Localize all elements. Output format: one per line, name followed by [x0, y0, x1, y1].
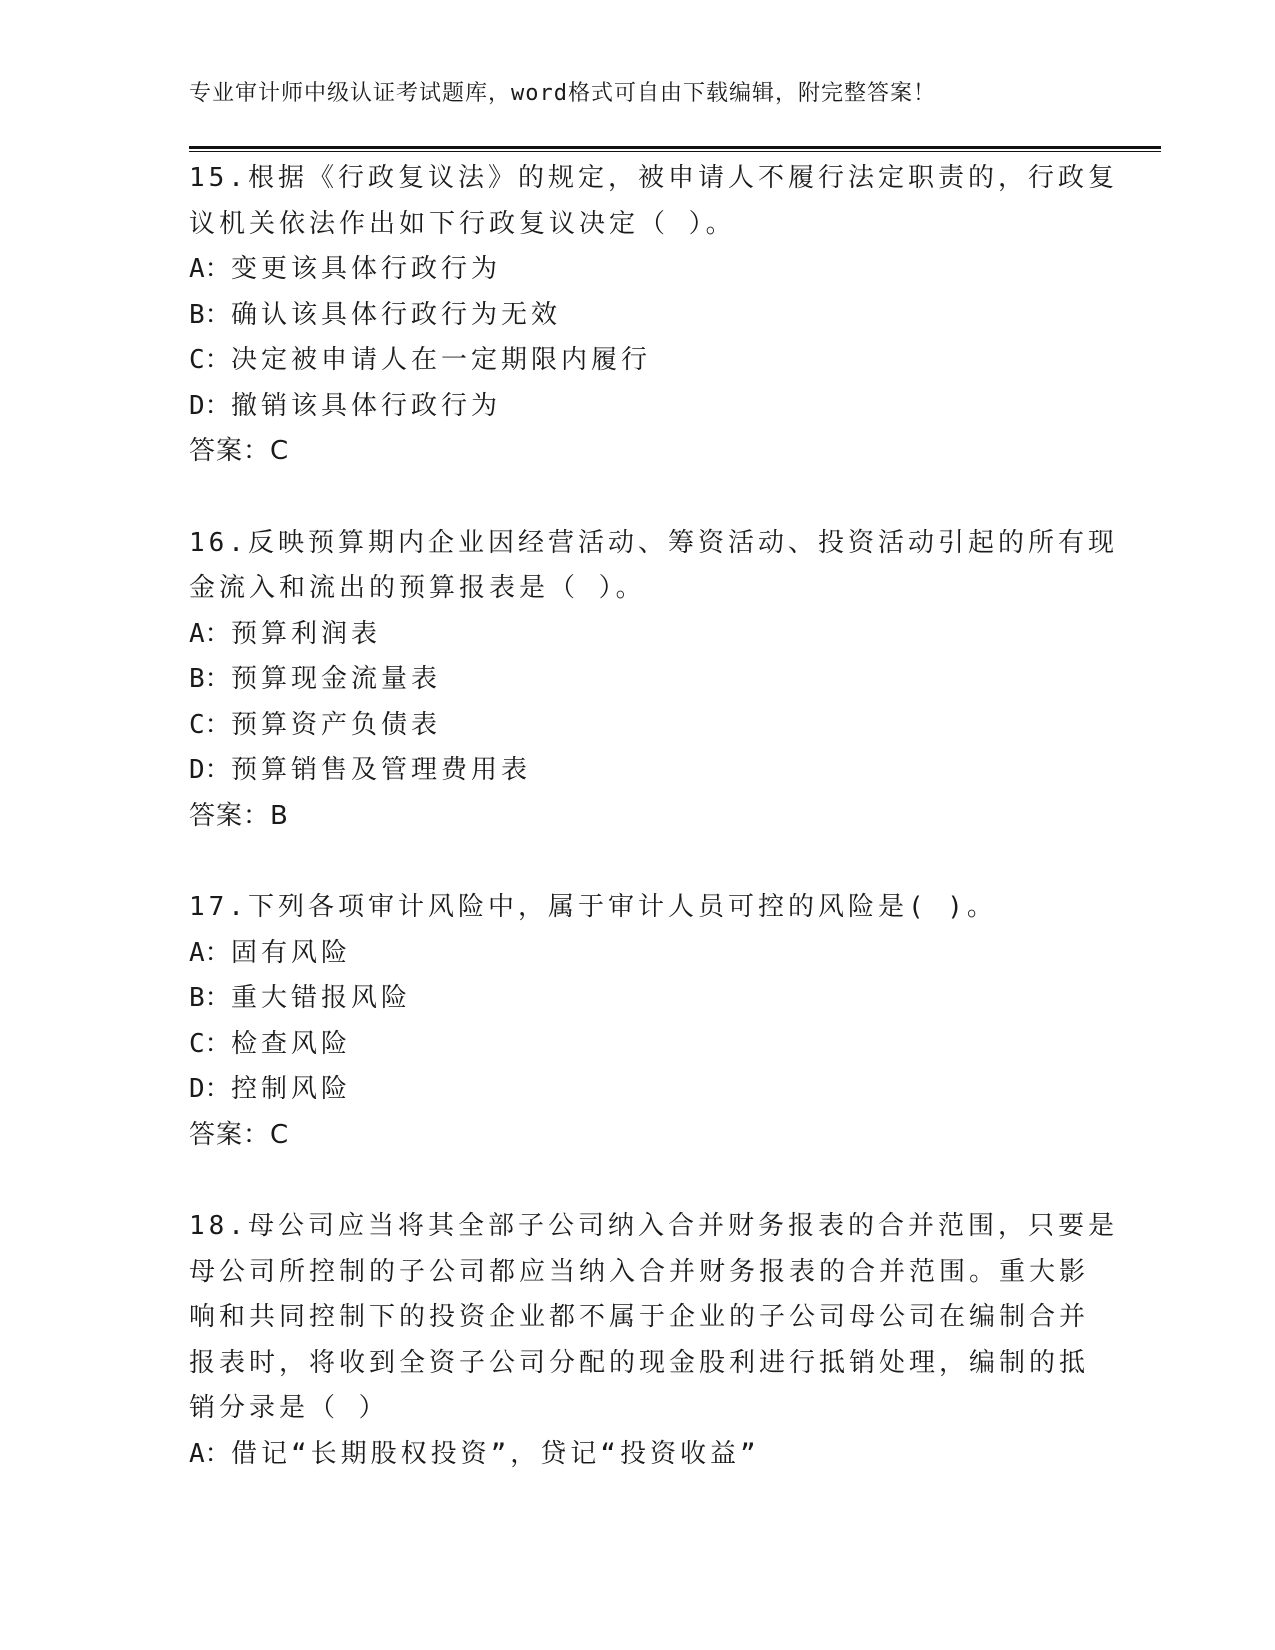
option-key: C：	[189, 345, 231, 375]
option-key: D：	[189, 755, 231, 785]
option-key: D：	[189, 390, 231, 421]
answer-line: 答案：B	[189, 800, 289, 831]
option-key: B：	[189, 983, 231, 1013]
option-text: 变更该具体行政行为	[231, 254, 502, 284]
option-b	[189, 657, 1089, 703]
question-stem-line: 响和共同控制下的投资企业都不属于企业的子公司母公司在编制合并	[189, 1302, 1090, 1332]
option-text: 预算现金流量表	[231, 664, 442, 694]
option-key: B：	[189, 664, 231, 694]
option-a	[189, 612, 1089, 658]
option-text: 预算利润表	[231, 618, 382, 649]
question-16	[189, 521, 1118, 840]
option-key: C：	[189, 709, 231, 740]
option-text: 固有风险	[231, 937, 352, 968]
option-key: D：	[189, 1074, 231, 1104]
option-key: C：	[189, 1028, 231, 1059]
question-stem-line: 报表时，将收到全资子公司分配的现金股利进行抵销处理，编制的抵	[189, 1347, 1090, 1378]
question-stem-line: 18.母公司应当将其全部子公司纳入合并财务报表的合并范围，只要是	[189, 1211, 1118, 1241]
option-text: 撤销该具体行政行为	[231, 390, 502, 421]
option-text: 确认该具体行政行为无效	[231, 299, 562, 330]
answer-line: 答案：C	[189, 1119, 290, 1150]
option-text: 检查风险	[231, 1028, 352, 1059]
option-text: 决定被申请人在一定期限内履行	[231, 345, 652, 375]
option-c	[189, 703, 1089, 749]
option-b	[189, 976, 1089, 1022]
option-a	[189, 247, 1089, 293]
page-header: 专业审计师中级认证考试题库，word格式可自由下载编辑，附完整答案！	[189, 81, 936, 106]
question-18	[189, 1204, 1118, 1477]
option-d	[189, 1067, 1089, 1113]
option-key: A：	[189, 618, 231, 649]
question-stem-line: 金流入和流出的预算报表是（ ）。	[189, 573, 646, 603]
answer-line: 答案：C	[189, 436, 290, 466]
option-text: 借记“长期股权投资”，贷记“投资收益”	[231, 1438, 760, 1469]
option-c	[189, 338, 1089, 384]
question-stem-line: 母公司所控制的子公司都应当纳入合并财务报表的合并范围。重大影	[189, 1256, 1090, 1287]
question-stem-line: 15.根据《行政复议法》的规定，被申请人不履行法定职责的，行政复	[189, 163, 1118, 193]
question-stem-line: 议机关依法作出如下行政复议决定（ ）。	[189, 208, 736, 239]
option-c	[189, 1022, 1089, 1068]
header-rule	[189, 146, 1161, 149]
option-text: 重大错报风险	[231, 983, 412, 1013]
option-key: A：	[189, 937, 231, 968]
option-key: B：	[189, 299, 231, 330]
question-stem-line: 17.下列各项审计风险中，属于审计人员可控的风险是( )。	[189, 892, 997, 922]
question-stem-line: 销分录是（ ）	[189, 1393, 389, 1423]
option-a	[189, 931, 1089, 977]
question-stem-line: 16.反映预算期内企业因经营活动、筹资活动、投资活动引起的所有现	[189, 527, 1118, 558]
option-text: 预算销售及管理费用表	[231, 755, 532, 785]
option-text: 预算资产负债表	[231, 709, 442, 740]
option-key: A：	[189, 1438, 231, 1469]
question-15	[189, 156, 1118, 475]
option-d	[189, 748, 1089, 794]
option-b	[189, 293, 1089, 339]
header-rule-thin	[189, 151, 1161, 152]
question-list	[189, 156, 1118, 1523]
option-a	[189, 1432, 1089, 1478]
option-text: 控制风险	[231, 1074, 352, 1104]
question-17	[189, 885, 1089, 1158]
option-d	[189, 384, 1089, 430]
option-key: A：	[189, 254, 231, 284]
